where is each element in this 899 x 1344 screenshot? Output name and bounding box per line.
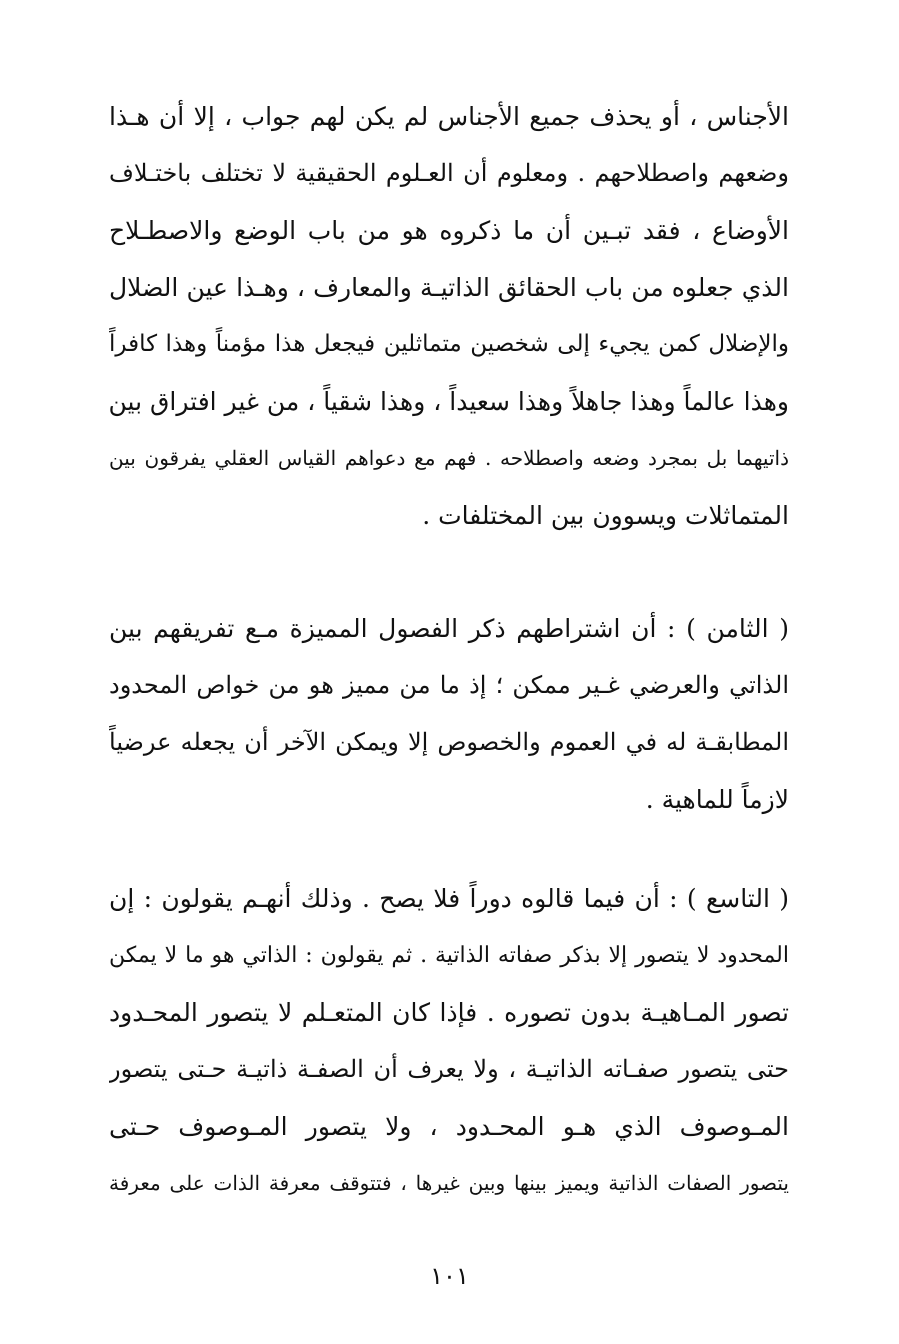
text-line: يتصور الصفات الذاتية ويميز بينها وبين غيرها ، فتتوقف معرفة الذات على معرفة — [109, 1171, 789, 1195]
text-line: ذاتيهما بل بمجرد وضعه واصطلاحه . فهم مع دعواهم القياس العقلي يفرقون بين — [109, 446, 789, 470]
page-number: ١٠١ — [430, 1262, 469, 1290]
text-line: المـوصوف الذي هـو المحـدود ، ولا يتصور المـوصوف حـتى — [109, 1112, 789, 1141]
paragraph-2 — [109, 600, 789, 828]
paragraph-3 — [109, 870, 789, 1212]
text-line: ( التاسع ) : أن فيما قالوه دوراً فلا يصح . وذلك أنهـم يقولون : إن — [109, 884, 789, 913]
paragraph-1 — [109, 88, 789, 544]
text-line: وضعهم واصطلاحهم . ومعلوم أن العـلوم الحقيقية لا تختلف باختـلاف — [109, 159, 789, 187]
text-line: الذاتي والعرضي غـير ممكن ؛ إذ ما من مميز هو من خواص المحدود — [109, 671, 789, 699]
text-line: حتى يتصور صفـاته الذاتيـة ، ولا يعرف أن الصفـة ذاتيـة حـتى يتصور — [109, 1055, 789, 1083]
text-line: لازماً للماهية . — [645, 785, 789, 814]
text-line: الأوضاع ، فقد تبـين أن ما ذكروه هو من باب الوضع والاصطـلاح — [109, 216, 789, 245]
text-line: ( الثامن ) : أن اشتراطهم ذكر الفصول المميزة مـع تفريقهم بين — [109, 614, 789, 643]
text-line: الأجناس ، أو يحذف جميع الأجناس لم يكن لهم جواب ، إلا أن هـذا — [109, 102, 789, 131]
text-line: المحدود لا يتصور إلا بذكر صفاته الذاتية . ثم يقولون : الذاتي هو ما لا يمكن — [109, 943, 789, 968]
text-line: والإضلال كمن يجيء إلى شخصين متماثلين فيجعل هذا مؤمناً وهذا كافراً — [109, 331, 789, 357]
text-line: المتماثلات ويسوون بين المختلفات . — [422, 501, 789, 530]
text-line: المطابقـة له في العموم والخصوص إلا ويمكن الآخر أن يجعله عرضياً — [109, 728, 789, 756]
text-line: تصور المـاهيـة بدون تصوره . فإذا كان المتعـلم لا يتصور المحـدود — [109, 998, 789, 1027]
text-line: الذي جعلوه من باب الحقائق الذاتيـة والمعارف ، وهـذا عين الضلال — [109, 273, 789, 302]
text-line: وهذا عالماً وهذا جاهلاً وهذا سعيداً ، وهذا شقياً ، من غير افتراق بين — [109, 387, 789, 416]
